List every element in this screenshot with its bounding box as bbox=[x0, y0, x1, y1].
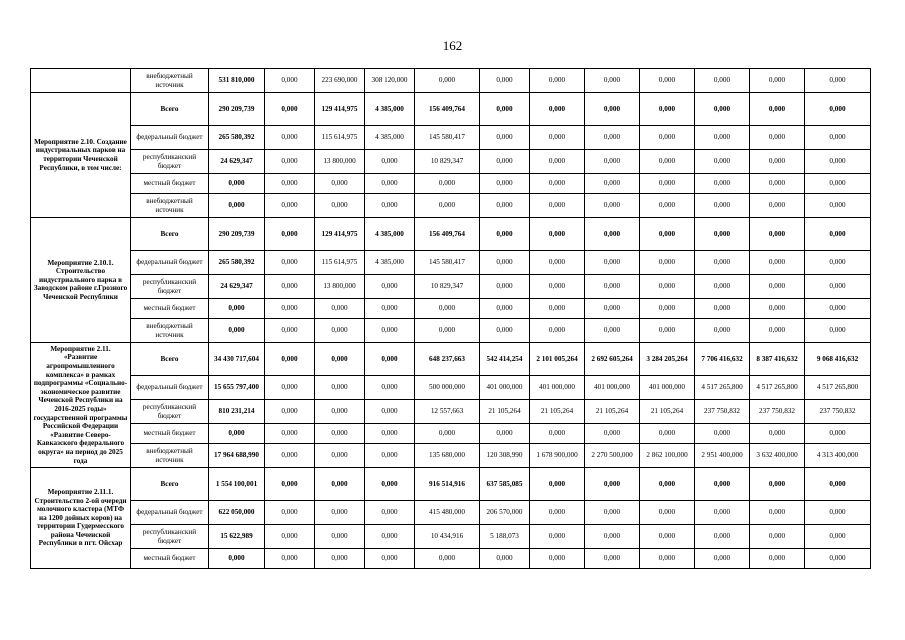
amount-cell: 0,000 bbox=[750, 501, 805, 525]
amount-cell: 0,000 bbox=[209, 549, 265, 569]
amount-cell: 5 188,073 bbox=[480, 525, 530, 549]
amount-cell: 0,000 bbox=[695, 218, 750, 251]
amount-cell: 290 209,739 bbox=[209, 218, 265, 251]
amount-cell: 0,000 bbox=[695, 251, 750, 275]
amount-cell: 0,000 bbox=[365, 275, 415, 299]
amount-cell: 0,000 bbox=[585, 319, 640, 343]
funding-source-cell: местный бюджет bbox=[131, 174, 209, 194]
amount-cell: 0,000 bbox=[805, 126, 871, 150]
amount-cell: 0,000 bbox=[695, 93, 750, 126]
amount-cell: 0,000 bbox=[365, 299, 415, 319]
amount-cell: 0,000 bbox=[805, 251, 871, 275]
amount-cell: 0,000 bbox=[750, 69, 805, 93]
amount-cell: 10 434,916 bbox=[415, 525, 480, 549]
amount-cell: 0,000 bbox=[365, 549, 415, 569]
amount-cell: 145 580,417 bbox=[415, 251, 480, 275]
amount-cell: 12 557,663 bbox=[415, 400, 480, 424]
amount-cell: 0,000 bbox=[585, 174, 640, 194]
amount-cell: 2 101 005,264 bbox=[530, 343, 585, 376]
amount-cell: 0,000 bbox=[805, 468, 871, 501]
amount-cell: 237 750,832 bbox=[805, 400, 871, 424]
amount-cell: 0,000 bbox=[415, 194, 480, 218]
amount-cell: 0,000 bbox=[805, 525, 871, 549]
event-cell bbox=[31, 69, 131, 93]
amount-cell: 2 270 500,000 bbox=[585, 444, 640, 468]
amount-cell: 0,000 bbox=[415, 319, 480, 343]
funding-source-cell: республиканский бюджет bbox=[131, 275, 209, 299]
amount-cell: 0,000 bbox=[415, 174, 480, 194]
amount-cell: 0,000 bbox=[805, 150, 871, 174]
amount-cell: 0,000 bbox=[640, 93, 695, 126]
amount-cell: 0,000 bbox=[365, 444, 415, 468]
amount-cell: 415 480,000 bbox=[415, 501, 480, 525]
amount-cell: 0,000 bbox=[265, 218, 315, 251]
amount-cell: 916 514,916 bbox=[415, 468, 480, 501]
amount-cell: 0,000 bbox=[530, 93, 585, 126]
amount-cell: 0,000 bbox=[480, 251, 530, 275]
amount-cell: 265 580,392 bbox=[209, 251, 265, 275]
amount-cell: 0,000 bbox=[530, 501, 585, 525]
amount-cell: 0,000 bbox=[640, 525, 695, 549]
table-row bbox=[31, 549, 871, 569]
amount-cell: 145 580,417 bbox=[415, 126, 480, 150]
amount-cell: 0,000 bbox=[415, 549, 480, 569]
table-row bbox=[31, 424, 871, 444]
amount-cell: 0,000 bbox=[585, 424, 640, 444]
amount-cell: 0,000 bbox=[265, 194, 315, 218]
amount-cell: 21 105,264 bbox=[480, 400, 530, 424]
amount-cell: 0,000 bbox=[585, 126, 640, 150]
amount-cell: 0,000 bbox=[750, 174, 805, 194]
amount-cell: 0,000 bbox=[750, 319, 805, 343]
table-row bbox=[31, 150, 871, 174]
amount-cell: 7 706 416,632 bbox=[695, 343, 750, 376]
amount-cell: 0,000 bbox=[695, 150, 750, 174]
amount-cell: 0,000 bbox=[415, 424, 480, 444]
funding-source-cell: республиканский бюджет bbox=[131, 525, 209, 549]
amount-cell: 0,000 bbox=[480, 150, 530, 174]
amount-cell: 0,000 bbox=[695, 174, 750, 194]
amount-cell: 0,000 bbox=[530, 218, 585, 251]
amount-cell: 0,000 bbox=[805, 319, 871, 343]
amount-cell: 0,000 bbox=[640, 194, 695, 218]
amount-cell: 622 050,000 bbox=[209, 501, 265, 525]
amount-cell: 0,000 bbox=[530, 549, 585, 569]
funding-source-cell: внебюджетный источник bbox=[131, 69, 209, 93]
funding-source-cell: Всего bbox=[131, 468, 209, 501]
amount-cell: 0,000 bbox=[480, 299, 530, 319]
amount-cell: 0,000 bbox=[480, 319, 530, 343]
amount-cell: 223 690,000 bbox=[315, 69, 365, 93]
amount-cell: 401 000,000 bbox=[530, 376, 585, 400]
amount-cell: 0,000 bbox=[695, 424, 750, 444]
amount-cell: 0,000 bbox=[640, 424, 695, 444]
amount-cell: 0,000 bbox=[640, 218, 695, 251]
funding-source-cell: республиканский бюджет bbox=[131, 150, 209, 174]
amount-cell: 0,000 bbox=[585, 150, 640, 174]
amount-cell: 308 120,000 bbox=[365, 69, 415, 93]
amount-cell: 0,000 bbox=[530, 126, 585, 150]
amount-cell: 0,000 bbox=[640, 174, 695, 194]
table-row bbox=[31, 501, 871, 525]
amount-cell: 8 387 416,632 bbox=[750, 343, 805, 376]
amount-cell: 120 308,990 bbox=[480, 444, 530, 468]
amount-cell: 0,000 bbox=[315, 194, 365, 218]
amount-cell: 0,000 bbox=[585, 299, 640, 319]
amount-cell: 0,000 bbox=[695, 468, 750, 501]
amount-cell: 15 655 797,400 bbox=[209, 376, 265, 400]
table-row bbox=[31, 69, 871, 93]
amount-cell: 0,000 bbox=[480, 194, 530, 218]
amount-cell: 0,000 bbox=[640, 299, 695, 319]
amount-cell: 0,000 bbox=[265, 549, 315, 569]
amount-cell: 0,000 bbox=[805, 501, 871, 525]
amount-cell: 2 862 100,000 bbox=[640, 444, 695, 468]
amount-cell: 0,000 bbox=[530, 174, 585, 194]
page-number: 162 bbox=[442, 38, 463, 53]
amount-cell: 401 000,000 bbox=[585, 376, 640, 400]
amount-cell: 0,000 bbox=[315, 299, 365, 319]
amount-cell: 4 517 265,800 bbox=[750, 376, 805, 400]
event-cell: Мероприятие 2.11. «Развитие агропромышленного комплекса» в рамках подпрограммы «Социально-экономическое развитие Чеченской Республики на 2016-2025 годы» государственной программы Российской Федерации «Развитие Северо-Кавказского федерального округа» на период до 2025 года bbox=[31, 343, 131, 468]
amount-cell: 0,000 bbox=[365, 424, 415, 444]
amount-cell: 0,000 bbox=[695, 299, 750, 319]
amount-cell: 0,000 bbox=[315, 525, 365, 549]
amount-cell: 0,000 bbox=[365, 150, 415, 174]
amount-cell: 0,000 bbox=[585, 525, 640, 549]
amount-cell: 0,000 bbox=[315, 424, 365, 444]
amount-cell: 0,000 bbox=[585, 194, 640, 218]
amount-cell: 0,000 bbox=[209, 299, 265, 319]
amount-cell: 0,000 bbox=[640, 319, 695, 343]
amount-cell: 0,000 bbox=[750, 194, 805, 218]
amount-cell: 0,000 bbox=[265, 525, 315, 549]
amount-cell: 0,000 bbox=[750, 126, 805, 150]
amount-cell: 24 629,347 bbox=[209, 150, 265, 174]
amount-cell: 0,000 bbox=[530, 251, 585, 275]
amount-cell: 4 385,000 bbox=[365, 93, 415, 126]
amount-cell: 135 680,000 bbox=[415, 444, 480, 468]
amount-cell: 500 000,000 bbox=[415, 376, 480, 400]
amount-cell: 0,000 bbox=[750, 251, 805, 275]
amount-cell: 0,000 bbox=[695, 69, 750, 93]
amount-cell: 0,000 bbox=[585, 218, 640, 251]
amount-cell: 0,000 bbox=[365, 400, 415, 424]
amount-cell: 0,000 bbox=[530, 275, 585, 299]
amount-cell: 0,000 bbox=[315, 319, 365, 343]
amount-cell: 0,000 bbox=[365, 174, 415, 194]
amount-cell: 531 810,000 bbox=[209, 69, 265, 93]
event-cell: Мероприятие 2.10.1. Строительство индустриального парка в Заводском районе г.Грозного Чеченской Республики bbox=[31, 218, 131, 343]
amount-cell: 0,000 bbox=[265, 93, 315, 126]
funding-source-cell: Всего bbox=[131, 93, 209, 126]
amount-cell: 0,000 bbox=[750, 275, 805, 299]
budget-table bbox=[30, 68, 871, 569]
amount-cell: 0,000 bbox=[640, 468, 695, 501]
table-row bbox=[31, 126, 871, 150]
amount-cell: 0,000 bbox=[480, 69, 530, 93]
funding-source-cell: республиканский бюджет bbox=[131, 400, 209, 424]
amount-cell: 0,000 bbox=[530, 468, 585, 501]
amount-cell: 0,000 bbox=[480, 218, 530, 251]
amount-cell: 0,000 bbox=[315, 468, 365, 501]
table-row bbox=[31, 275, 871, 299]
amount-cell: 0,000 bbox=[530, 525, 585, 549]
funding-source-cell: федеральный бюджет bbox=[131, 376, 209, 400]
amount-cell: 0,000 bbox=[365, 525, 415, 549]
amount-cell: 1 554 100,001 bbox=[209, 468, 265, 501]
amount-cell: 156 409,764 bbox=[415, 93, 480, 126]
amount-cell: 0,000 bbox=[315, 400, 365, 424]
amount-cell: 0,000 bbox=[640, 275, 695, 299]
amount-cell: 237 750,832 bbox=[695, 400, 750, 424]
amount-cell: 0,000 bbox=[365, 319, 415, 343]
table-row bbox=[31, 319, 871, 343]
amount-cell: 2 951 400,000 bbox=[695, 444, 750, 468]
amount-cell: 0,000 bbox=[265, 69, 315, 93]
amount-cell: 0,000 bbox=[805, 299, 871, 319]
amount-cell: 0,000 bbox=[265, 319, 315, 343]
amount-cell: 0,000 bbox=[585, 501, 640, 525]
amount-cell: 0,000 bbox=[750, 468, 805, 501]
amount-cell: 237 750,832 bbox=[750, 400, 805, 424]
amount-cell: 0,000 bbox=[480, 126, 530, 150]
amount-cell: 542 414,254 bbox=[480, 343, 530, 376]
funding-source-cell: местный бюджет bbox=[131, 299, 209, 319]
amount-cell: 0,000 bbox=[585, 93, 640, 126]
amount-cell: 0,000 bbox=[750, 299, 805, 319]
amount-cell: 0,000 bbox=[265, 126, 315, 150]
funding-source-cell: местный бюджет bbox=[131, 424, 209, 444]
amount-cell: 13 800,000 bbox=[315, 150, 365, 174]
amount-cell: 0,000 bbox=[640, 251, 695, 275]
amount-cell: 0,000 bbox=[315, 343, 365, 376]
amount-cell: 0,000 bbox=[805, 194, 871, 218]
amount-cell: 0,000 bbox=[640, 549, 695, 569]
funding-source-cell: внебюджетный источник bbox=[131, 319, 209, 343]
amount-cell: 0,000 bbox=[695, 275, 750, 299]
amount-cell: 0,000 bbox=[209, 424, 265, 444]
amount-cell: 0,000 bbox=[365, 376, 415, 400]
amount-cell: 265 580,392 bbox=[209, 126, 265, 150]
table-row bbox=[31, 468, 871, 501]
amount-cell: 0,000 bbox=[480, 174, 530, 194]
amount-cell: 10 829,347 bbox=[415, 275, 480, 299]
event-cell: Мероприятие 2.10. Создание индустриальных парков на территории Чеченской Республики, в том числе: bbox=[31, 93, 131, 218]
amount-cell: 0,000 bbox=[805, 549, 871, 569]
amount-cell: 0,000 bbox=[640, 126, 695, 150]
amount-cell: 810 231,214 bbox=[209, 400, 265, 424]
amount-cell: 0,000 bbox=[585, 468, 640, 501]
amount-cell: 4 517 265,800 bbox=[805, 376, 871, 400]
amount-cell: 290 209,739 bbox=[209, 93, 265, 126]
amount-cell: 0,000 bbox=[585, 69, 640, 93]
amount-cell: 0,000 bbox=[530, 424, 585, 444]
amount-cell: 0,000 bbox=[265, 299, 315, 319]
amount-cell: 0,000 bbox=[695, 126, 750, 150]
amount-cell: 0,000 bbox=[750, 93, 805, 126]
funding-source-cell: Всего bbox=[131, 218, 209, 251]
amount-cell: 0,000 bbox=[480, 93, 530, 126]
funding-source-cell: федеральный бюджет bbox=[131, 126, 209, 150]
amount-cell: 0,000 bbox=[265, 343, 315, 376]
amount-cell: 0,000 bbox=[265, 275, 315, 299]
amount-cell: 0,000 bbox=[530, 69, 585, 93]
amount-cell: 0,000 bbox=[750, 424, 805, 444]
amount-cell: 10 829,347 bbox=[415, 150, 480, 174]
amount-cell: 0,000 bbox=[365, 343, 415, 376]
amount-cell: 21 105,264 bbox=[530, 400, 585, 424]
amount-cell: 0,000 bbox=[365, 194, 415, 218]
amount-cell: 21 105,264 bbox=[640, 400, 695, 424]
amount-cell: 15 622,989 bbox=[209, 525, 265, 549]
amount-cell: 2 692 605,264 bbox=[585, 343, 640, 376]
table-row bbox=[31, 376, 871, 400]
amount-cell: 0,000 bbox=[695, 525, 750, 549]
amount-cell: 13 800,000 bbox=[315, 275, 365, 299]
amount-cell: 0,000 bbox=[415, 69, 480, 93]
funding-source-cell: Всего bbox=[131, 343, 209, 376]
amount-cell: 0,000 bbox=[480, 549, 530, 569]
amount-cell: 0,000 bbox=[695, 194, 750, 218]
amount-cell: 0,000 bbox=[209, 319, 265, 343]
amount-cell: 0,000 bbox=[750, 150, 805, 174]
amount-cell: 0,000 bbox=[805, 424, 871, 444]
amount-cell: 0,000 bbox=[480, 275, 530, 299]
amount-cell: 637 585,085 bbox=[480, 468, 530, 501]
amount-cell: 0,000 bbox=[265, 444, 315, 468]
amount-cell: 4 385,000 bbox=[365, 251, 415, 275]
table-row bbox=[31, 218, 871, 251]
table-row bbox=[31, 251, 871, 275]
amount-cell: 0,000 bbox=[805, 93, 871, 126]
table-row bbox=[31, 343, 871, 376]
amount-cell: 0,000 bbox=[805, 69, 871, 93]
amount-cell: 0,000 bbox=[695, 501, 750, 525]
amount-cell: 0,000 bbox=[585, 251, 640, 275]
amount-cell: 3 284 205,264 bbox=[640, 343, 695, 376]
amount-cell: 0,000 bbox=[315, 444, 365, 468]
table-row bbox=[31, 525, 871, 549]
amount-cell: 0,000 bbox=[315, 174, 365, 194]
amount-cell: 0,000 bbox=[265, 251, 315, 275]
amount-cell: 0,000 bbox=[530, 319, 585, 343]
amount-cell: 0,000 bbox=[585, 275, 640, 299]
funding-source-cell: федеральный бюджет bbox=[131, 501, 209, 525]
amount-cell: 0,000 bbox=[265, 376, 315, 400]
amount-cell: 115 614,975 bbox=[315, 251, 365, 275]
amount-cell: 0,000 bbox=[750, 525, 805, 549]
amount-cell: 17 964 688,990 bbox=[209, 444, 265, 468]
amount-cell: 21 105,264 bbox=[585, 400, 640, 424]
amount-cell: 0,000 bbox=[265, 468, 315, 501]
amount-cell: 156 409,764 bbox=[415, 218, 480, 251]
event-cell: Мероприятие 2.11.1. Строительство 2-ой очереди молочного кластера (МТФ на 1200 дойных коров) на территории Гудермесского района Чеченской Республики в пгт. Ойсхар bbox=[31, 468, 131, 569]
amount-cell: 0,000 bbox=[415, 299, 480, 319]
amount-cell: 648 237,663 bbox=[415, 343, 480, 376]
amount-cell: 0,000 bbox=[365, 501, 415, 525]
funding-source-cell: внебюджетный источник bbox=[131, 194, 209, 218]
amount-cell: 401 000,000 bbox=[480, 376, 530, 400]
amount-cell: 0,000 bbox=[209, 194, 265, 218]
amount-cell: 0,000 bbox=[585, 549, 640, 569]
table-row bbox=[31, 174, 871, 194]
amount-cell: 0,000 bbox=[805, 174, 871, 194]
table-row bbox=[31, 194, 871, 218]
amount-cell: 0,000 bbox=[265, 150, 315, 174]
amount-cell: 4 313 400,000 bbox=[805, 444, 871, 468]
amount-cell: 4 385,000 bbox=[365, 218, 415, 251]
amount-cell: 1 678 900,000 bbox=[530, 444, 585, 468]
amount-cell: 4 385,000 bbox=[365, 126, 415, 150]
amount-cell: 34 430 717,604 bbox=[209, 343, 265, 376]
amount-cell: 0,000 bbox=[315, 501, 365, 525]
amount-cell: 24 629,347 bbox=[209, 275, 265, 299]
amount-cell: 0,000 bbox=[315, 549, 365, 569]
amount-cell: 0,000 bbox=[530, 299, 585, 319]
amount-cell: 129 414,975 bbox=[315, 218, 365, 251]
amount-cell: 3 632 400,000 bbox=[750, 444, 805, 468]
amount-cell: 0,000 bbox=[365, 468, 415, 501]
amount-cell: 0,000 bbox=[265, 174, 315, 194]
amount-cell: 0,000 bbox=[315, 376, 365, 400]
amount-cell: 9 068 416,632 bbox=[805, 343, 871, 376]
table-row bbox=[31, 93, 871, 126]
amount-cell: 0,000 bbox=[265, 501, 315, 525]
amount-cell: 0,000 bbox=[265, 400, 315, 424]
amount-cell: 0,000 bbox=[805, 275, 871, 299]
table-row bbox=[31, 299, 871, 319]
amount-cell: 206 570,000 bbox=[480, 501, 530, 525]
amount-cell: 0,000 bbox=[640, 150, 695, 174]
amount-cell: 0,000 bbox=[265, 424, 315, 444]
amount-cell: 0,000 bbox=[209, 174, 265, 194]
table-row bbox=[31, 400, 871, 424]
amount-cell: 0,000 bbox=[640, 69, 695, 93]
amount-cell: 115 614,975 bbox=[315, 126, 365, 150]
amount-cell: 0,000 bbox=[695, 549, 750, 569]
amount-cell: 0,000 bbox=[750, 218, 805, 251]
amount-cell: 0,000 bbox=[695, 319, 750, 343]
funding-source-cell: местный бюджет bbox=[131, 549, 209, 569]
amount-cell: 4 517 265,800 bbox=[695, 376, 750, 400]
amount-cell: 0,000 bbox=[750, 549, 805, 569]
amount-cell: 129 414,975 bbox=[315, 93, 365, 126]
amount-cell: 0,000 bbox=[530, 194, 585, 218]
table-row bbox=[31, 444, 871, 468]
amount-cell: 0,000 bbox=[805, 218, 871, 251]
amount-cell: 0,000 bbox=[480, 424, 530, 444]
amount-cell: 401 000,000 bbox=[640, 376, 695, 400]
funding-source-cell: внебюджетный источник bbox=[131, 444, 209, 468]
funding-source-cell: федеральный бюджет bbox=[131, 251, 209, 275]
amount-cell: 0,000 bbox=[640, 501, 695, 525]
amount-cell: 0,000 bbox=[530, 150, 585, 174]
